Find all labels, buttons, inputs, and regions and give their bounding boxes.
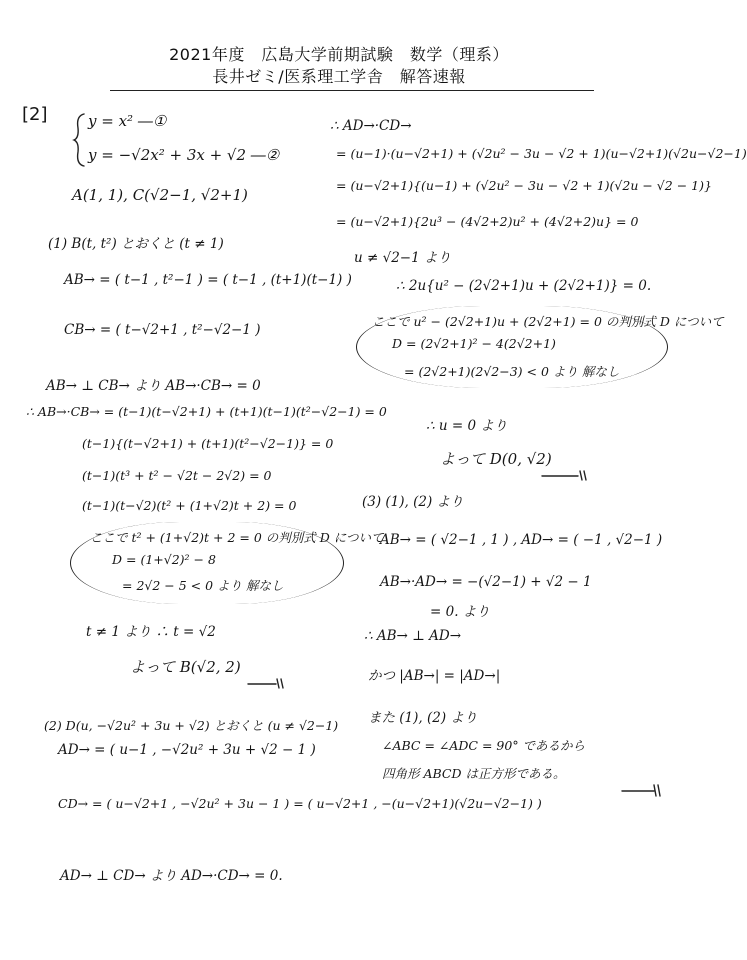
- part2-setup: (2) D(u, −√2u² + 3u + √2) とおくと (u ≠ √2−1): [44, 718, 339, 733]
- perpendicular-condition-1: AB→ ⊥ CB→ より AB→·CB→ = 0: [46, 378, 261, 394]
- vector-cb: CB→ = ( t−√2+1 , t²−√2−1 ): [64, 322, 261, 338]
- factor-step-2: (t−1)(t³ + t² − √2t − 2√2) = 0: [82, 468, 272, 483]
- discriminant-intro-2: ここで u² − (2√2+1)u + (2√2+1) = 0 の判別式 D について: [372, 314, 724, 329]
- factor-step-1: (t−1){(t−√2+1) + (t+1)(t²−√2−1)} = 0: [82, 436, 334, 451]
- discriminant-result-2: = (2√2+1)(2√2−3) < 0 より 解なし: [404, 364, 620, 379]
- answer-b: よって B(√2, 2): [130, 658, 241, 676]
- equation-1: y = x² ―①: [88, 112, 167, 130]
- header-title: 2021年度 広島大学前期試験 数学（理系）: [169, 45, 509, 64]
- dot-product-2-expand: = (u−1)·(u−√2+1) + (√2u² − 3u − √2 + 1)(u−√2+1)(√2u−√2−1): [336, 146, 747, 161]
- vector-ab: AB→ = ( t−1 , t²−1 ) = ( t−1 , (t+1)(t−1) ): [64, 272, 352, 288]
- equation-2: y = −√2x² + 3x + √2 ―②: [88, 146, 280, 164]
- answer-underline-d-icon: [540, 468, 590, 482]
- discriminant-formula-1: D = (1+√2)² − 8: [112, 552, 216, 567]
- quadratic-in-u: ∴ 2u{u² − (2√2+1)u + (2√2+1)} = 0.: [396, 278, 652, 294]
- header-subtitle: 長井ゼミ/医系理工学舎 解答速報: [212, 67, 466, 86]
- square-conclusion: 四角形 ABCD は正方形である。: [382, 766, 566, 781]
- dot-product-1: ∴ AB→·CB→ = (t−1)(t−√2+1) + (t+1)(t−1)(t²−√2−1) = 0: [26, 404, 387, 419]
- system-brace-icon: [72, 112, 86, 168]
- vector-cd: CD→ = ( u−√2+1 , −√2u² + 3u − 1 ) = ( u−√2+1 , −(u−√2+1)(√2u−√2−1) ): [58, 796, 542, 811]
- factor-step-3: (t−1)(t−√2)(t² + (1+√2)t + 2) = 0: [82, 498, 297, 513]
- vector-ad: AD→ = ( u−1 , −√2u² + 3u + √2 − 1 ): [58, 742, 316, 758]
- dot-product-3: AB→·AD→ = −(√2−1) + √2 − 1: [380, 574, 592, 590]
- discriminant-result-1: = 2√2 − 5 < 0 より 解なし: [122, 578, 284, 593]
- part3-also: また (1), (2) より: [368, 710, 478, 726]
- dot-product-2-simplified: = (u−√2+1){2u³ − (4√2+2)u² + (4√2+2)u} = 0: [336, 214, 639, 229]
- problem-number: [2]: [22, 104, 48, 125]
- answer-underline-b-icon: [246, 676, 286, 690]
- equal-length: かつ |AB→| = |AD→|: [368, 668, 501, 684]
- perpendicular-result: ∴ AB→ ⊥ AD→: [364, 628, 462, 644]
- dot-product-2-label: ∴ AD→·CD→: [330, 118, 412, 134]
- answer-d: よって D(0, √2): [440, 450, 552, 468]
- points-a-c: A(1, 1), C(√2−1, √2+1): [72, 186, 248, 204]
- discriminant-formula-2: D = (2√2+1)² − 4(2√2+1): [392, 336, 556, 351]
- u-conclusion: ∴ u = 0 より: [426, 418, 508, 434]
- perpendicular-condition-2: AD→ ⊥ CD→ より AD→·CD→ = 0.: [60, 868, 283, 884]
- part1-setup: (1) B(t, t²) とおくと (t ≠ 1): [48, 236, 224, 252]
- dot-product-2-factor: = (u−√2+1){(u−1) + (√2u² − 3u − √2 + 1)(√2u − √2 − 1)}: [336, 178, 712, 193]
- header-divider: [110, 90, 594, 91]
- t-conclusion: t ≠ 1 より ∴ t = √2: [86, 624, 216, 640]
- discriminant-intro-1: ここで t² + (1+√2)t + 2 = 0 の判別式 D について: [90, 530, 384, 545]
- u-condition: u ≠ √2−1 より: [354, 250, 451, 266]
- vectors-ab-ad: AB→ = ( √2−1 , 1 ) , AD→ = ( −1 , √2−1 ): [380, 532, 663, 548]
- dot-product-3-result: = 0. より: [430, 604, 490, 620]
- right-angle-statement: ∠ABC = ∠ADC = 90° であるから: [382, 738, 586, 753]
- answer-underline-square-icon: [620, 782, 664, 798]
- part3-setup: (3) (1), (2) より: [362, 494, 464, 510]
